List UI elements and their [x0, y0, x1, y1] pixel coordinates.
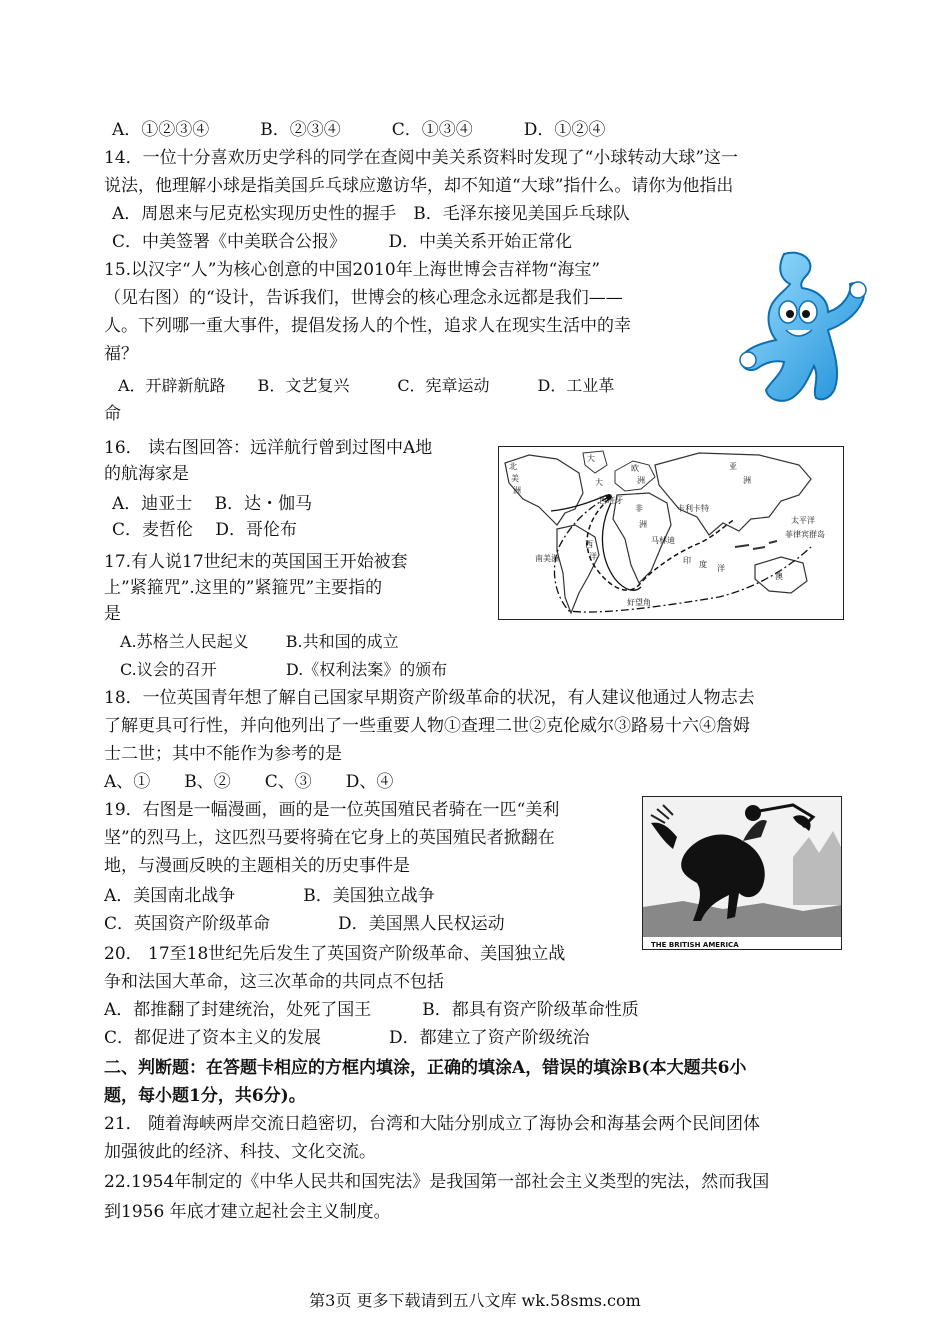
q15-options-2: 命 — [104, 404, 121, 424]
map-label: 南美洲 — [535, 554, 559, 563]
colonist-horse-cartoon — [643, 797, 841, 949]
q14-options-2: C．中美签署《中美联合公报》 D．中美关系开始正常化 — [112, 232, 573, 252]
q20-stem-line2: 争和法国大革命，这三次革命的共同点不包括 — [104, 972, 444, 992]
q17-stem-line3: 是 — [104, 604, 121, 624]
map-label: 大 — [587, 454, 595, 463]
map-label: 大 — [595, 478, 603, 487]
cartoon-figure — [642, 796, 842, 950]
q17-options-1: A.苏格兰人民起义 B.共和国的成立 — [120, 632, 399, 651]
q19-options-2: C．英国资产阶级革命 D．美国黑人民权运动 — [104, 914, 505, 934]
map-label: 美 — [511, 474, 519, 483]
q22-line1: 22.1954年制定的《中华人民共和国宪法》是我国第一部社会主义类型的宪法，然而我国 — [104, 1172, 770, 1192]
q18-stem-line1: 18．一位英国青年想了解自己国家早期资产阶级革命的状况，有人建议他通过人物志去 — [104, 688, 755, 708]
q13-options: A．①②③④ B．②③④ C．①③④ D．①②④ — [112, 120, 606, 140]
q20-options-2: C．都促进了资本主义的发展 D．都建立了资产阶级统治 — [104, 1028, 590, 1048]
map-label: 西 — [585, 540, 593, 549]
q16-options-2: C．麦哲伦 D．哥伦布 — [112, 520, 298, 540]
map-label: 洲 — [639, 520, 647, 529]
haibao-mascot-image — [732, 250, 872, 408]
q18-stem-line3: 士二世；其中不能作为参考的是 — [104, 744, 342, 764]
q14-options-1: A．周恩来与尼克松实现历史性的握手 B．毛泽东接见美国乒乓球队 — [112, 204, 630, 224]
voyage-map — [499, 447, 843, 619]
q21-line1: 21． 随着海峡两岸交流日趋密切，台湾和大陆分别成立了海协会和海基会两个民间团体 — [104, 1114, 761, 1134]
map-label: 欧 — [631, 464, 639, 473]
cartoon-caption: THE BRITISH AMERICA — [651, 941, 739, 949]
map-label: 北 — [509, 462, 517, 471]
map-label: 洋 — [717, 564, 725, 573]
map-label: 非 — [635, 504, 643, 513]
q14-stem-line2: 说法，他理解小球是指美国乒乓球应邀访华，却不知道“大球”指什么。请你为他指出 — [104, 176, 734, 196]
q19-stem-line1: 19．右图是一幅漫画，画的是一位英国殖民者骑在一匹“美利 — [104, 800, 560, 820]
q18-stem-line2: 了解更具可行性，并向他列出了一些重要人物①查理二世②克伦威尔③路易十六④詹姆 — [104, 716, 750, 736]
q15-stem-line4: 福？ — [104, 344, 138, 364]
map-label: 洲 — [743, 476, 751, 485]
q14-stem-line1: 14．一位十分喜欢历史学科的同学在查阅中美关系资料时发现了“小球转动大球”这一 — [104, 148, 739, 168]
section2-heading-line2: 题，每小题1分，共6分)。 — [104, 1086, 306, 1106]
q15-stem-line3: 人。下列哪一重大事件，提倡发扬人的个性，追求人在现实生活中的幸 — [104, 316, 631, 336]
q21-line2: 加强彼此的经济、科技、文化交流。 — [104, 1142, 376, 1162]
q19-stem-line2: 坚”的烈马上，这匹烈马要将骑在它身上的英国殖民者掀翻在 — [104, 828, 555, 848]
map-label: 度 — [699, 560, 707, 569]
q17-options-2: C.议会的召开 D.《权利法案》的颁布 — [120, 660, 448, 679]
q17-stem-line2: 上”紧箍咒”.这里的”紧箍咒”主要指的 — [104, 578, 383, 598]
q15-options-1: A．开辟新航路 B．文艺复兴 C．宪章运动 D．工业革 — [118, 376, 615, 395]
section2-heading-line1: 二、判断题：在答题卡相应的方框内填涂，正确的填涂A，错误的填涂B(本大题共6小 — [104, 1058, 747, 1078]
q16-stem-line2: 的航海家是 — [104, 464, 189, 484]
q16-stem-line1: 16． 读右图回答：远洋航行曾到过图中A地 — [104, 438, 433, 458]
q15-stem-line2: （见右图）的“设计，告诉我们，世博会的核心理念永远都是我们—— — [104, 288, 623, 308]
q16-options-1: A．迪亚士 B．达・伽马 — [112, 494, 313, 514]
map-label: 卡利卡特 — [677, 504, 709, 513]
q22-line2: 到1956 年底才建立起社会主义制度。 — [104, 1202, 391, 1222]
q15-stem-line1: 15.以汉字“人”为核心创意的中国2010年上海世博会吉祥物“海宝” — [104, 260, 601, 280]
q20-stem-line1: 20． 17至18世纪先后发生了英国资产阶级革命、美国独立战 — [104, 944, 566, 964]
q19-options-1: A．美国南北战争 B．美国独立战争 — [104, 886, 435, 906]
map-label: 菲律宾群岛 — [785, 530, 825, 539]
page-footer: 第3页 更多下载请到五八文库 wk.58sms.com — [309, 1291, 641, 1310]
q20-options-1: A．都推翻了封建统治，处死了国王 B．都具有资产阶级革命性质 — [104, 1000, 639, 1020]
map-label: 澳 — [775, 572, 783, 581]
map-label: 太平洋 — [791, 516, 815, 525]
q17-stem-line1: 17.有人说17世纪末的英国国王开始被套 — [104, 552, 408, 572]
map-label: 西班牙 — [599, 496, 623, 505]
map-label: 洋 — [589, 552, 597, 561]
map-label: 洲 — [637, 476, 645, 485]
map-label: 洲 — [513, 486, 521, 495]
map-label: 马林迪 — [651, 536, 675, 545]
map-label: 印 — [683, 556, 691, 565]
q19-stem-line3: 地，与漫画反映的主题相关的历史事件是 — [104, 856, 410, 876]
q18-options: A、① B、② C、③ D、④ — [104, 772, 394, 792]
voyage-map-figure — [498, 446, 844, 620]
map-label: 亚 — [729, 462, 737, 471]
map-label: 好望角 — [627, 598, 651, 607]
